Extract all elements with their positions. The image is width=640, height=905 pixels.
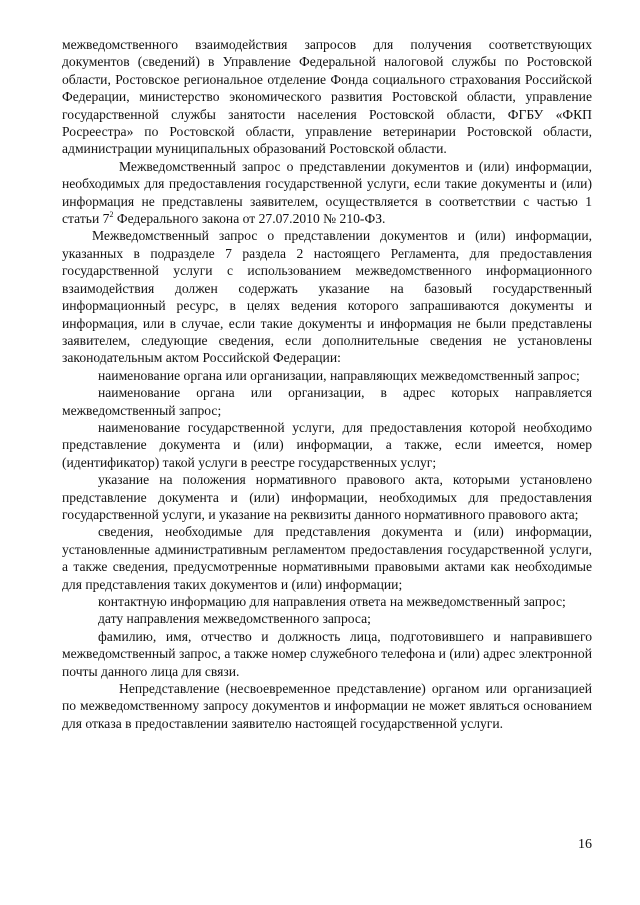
- list-item: наименование органа или организации, в адрес которых направляется межведомственный запрос;: [62, 385, 592, 418]
- page-number: 16: [578, 837, 592, 852]
- paragraph-2-text: Межведомственный запрос о представлении документов и (или) информации, необходимых для предоставления государственной услуги, если такие документы и (или) информация не представлены заявителем, осуществляется в соответствии с частью 1 статьи 7: [62, 158, 592, 227]
- list-item: наименование государственной услуги, для предоставления которой необходимо представление документа и (или) информации, а также, если имеется, номер (идентификатор) такой услуги в реестре государственных услуг;: [62, 419, 592, 470]
- paragraph-3: Межведомственный запрос о представлении документов и (или) информации, указанных в подразделе 7 раздела 2 настоящего Регламента, для предоставления государственной услуги с использованием межведомственного информационного взаимодействия должен содержать указание на базовый государственный информационный ресурс, в целях ведения которого запрашиваются документы и информация, или в случае, если такие документы и информация не были представлены заявителем, следующие сведения, если дополнительные сведения не установлены законодательным актом Российской Федерации:: [62, 228, 592, 366]
- paragraph-1: межведомственного взаимодействия запросов для получения соответствующих документов (сведений) в Управление Федеральной налоговой службы по Ростовской области, Ростовское региональное отделение Фонда социального страхования Российской Федерации, министерство экономического развития Ростовской области, управление государственной службы занятости населения Ростовской области, ФГБУ «ФКП Росреестра» по Ростовской области, управление ветеринарии Ростовской области, администрации муниципальных образований Ростовской области.: [62, 37, 592, 157]
- list-item: контактную информацию для направления ответа на межведомственный запрос;: [98, 594, 566, 609]
- list-item: сведения, необходимые для представления документа и (или) информации, установленные административным регламентом предоставления государственной услуги, а также сведения, предусмотренные нормативными правовыми актами как необходимые для представления таких документов и (или) информации;: [62, 524, 592, 592]
- paragraph-2: [62, 158, 592, 228]
- list-item: указание на положения нормативного правового акта, которыми установлено представление документа и (или) информации, необходимых для предоставления государственной услуги, и указание на реквизиты данного нормативного правового акта;: [62, 472, 592, 522]
- list-item: фамилию, имя, отчество и должность лица, подготовившего и направившего межведомственный запрос, а также номер служебного телефона и (или) адрес электронной почты данного лица для связи.: [62, 628, 592, 679]
- list-item: дату направления межведомственного запроса;: [98, 611, 371, 627]
- paragraph-2-tail: Федерального закона от 27.07.2010 № 210-ФЗ.: [113, 211, 386, 227]
- list-item: наименование органа или организации, направляющих межведомственный запрос;: [98, 367, 580, 383]
- paragraph-4: Непредставление (несвоевременное представление) органом или организацией по межведомственному запросу документов и информации не может являться основанием для отказа в предоставлении заявителю настоящей государственной услуги.: [62, 681, 592, 731]
- superscript: 2: [109, 210, 114, 220]
